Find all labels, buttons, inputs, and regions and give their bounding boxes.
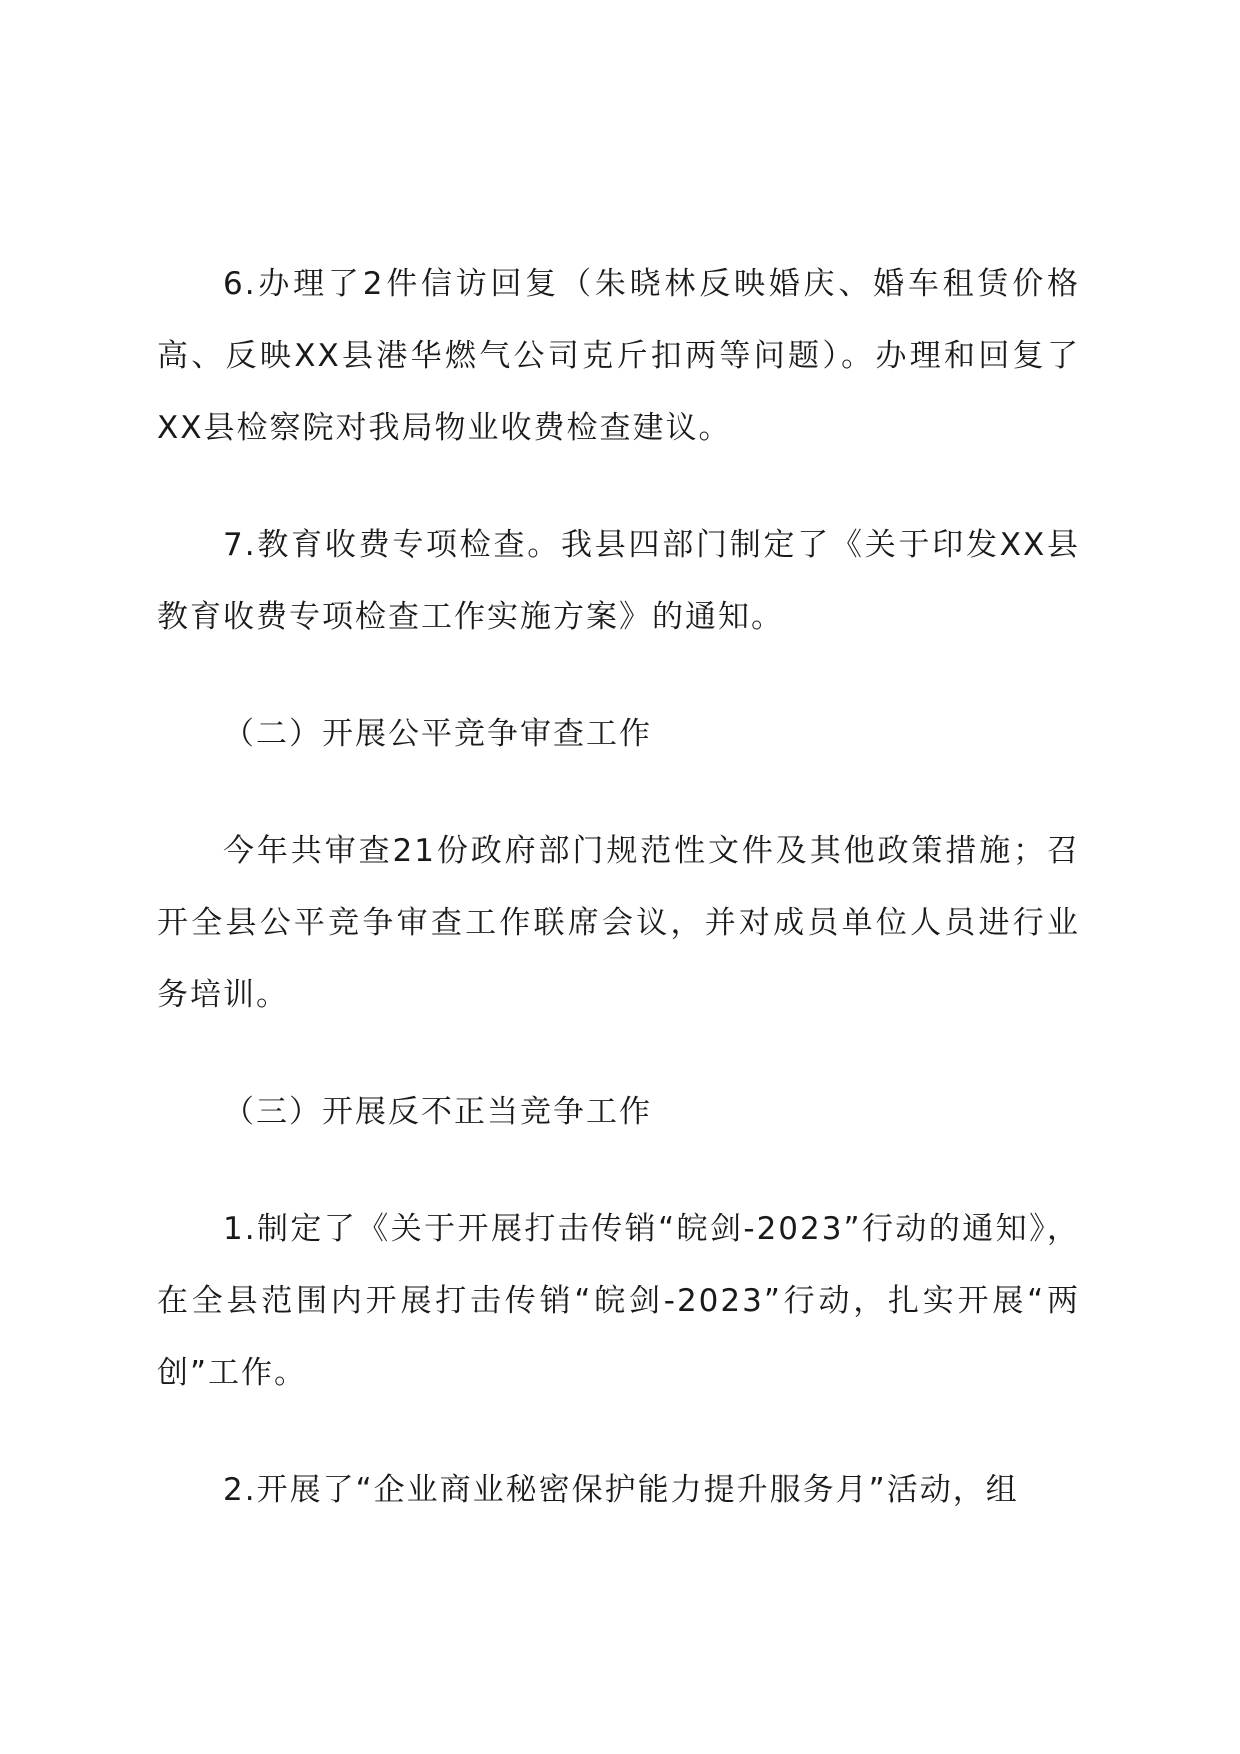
- section-heading-anti-unfair-competition: （三）开展反不正当竞争工作: [223, 1094, 652, 1130]
- paragraph-spacer: [157, 1409, 1080, 1454]
- paragraph-petition-replies: 6.办理了2件信访回复（朱晓林反映婚庆、婚车租赁价格高、反映XX县港华燃气公司克斤扣两等问题）。办理和回复了XX县检察院对我局物业收费检查建议。: [157, 266, 1080, 446]
- paragraph-education-fees-inspection: 7.教育收费专项检查。我县四部门制定了《关于印发XX县教育收费专项检查工作实施方案》的通知。: [157, 527, 1080, 635]
- paragraph-spacer: [157, 464, 1080, 509]
- document-body: [157, 248, 1080, 1526]
- paragraph-trade-secret-protection: 2.开展了“企业商业秘密保护能力提升服务月”活动，组: [223, 1472, 1019, 1508]
- paragraph-spacer: [157, 653, 1080, 698]
- section-heading-fair-competition: （二）开展公平竞争审查工作: [223, 716, 652, 752]
- paragraph-spacer: [157, 1148, 1080, 1193]
- paragraph-spacer: [157, 1031, 1080, 1076]
- paragraph-fair-competition-review: 今年共审查21份政府部门规范性文件及其他政策措施；召开全县公平竞争审查工作联席会议，并对成员单位人员进行业务培训。: [157, 833, 1080, 1013]
- paragraph-spacer: [157, 770, 1080, 815]
- paragraph-anti-pyramid-selling: 1.制定了《关于开展打击传销“皖剑-2023”行动的通知》，在全县范围内开展打击传销“皖剑-2023”行动，扎实开展“两创”工作。: [157, 1211, 1080, 1391]
